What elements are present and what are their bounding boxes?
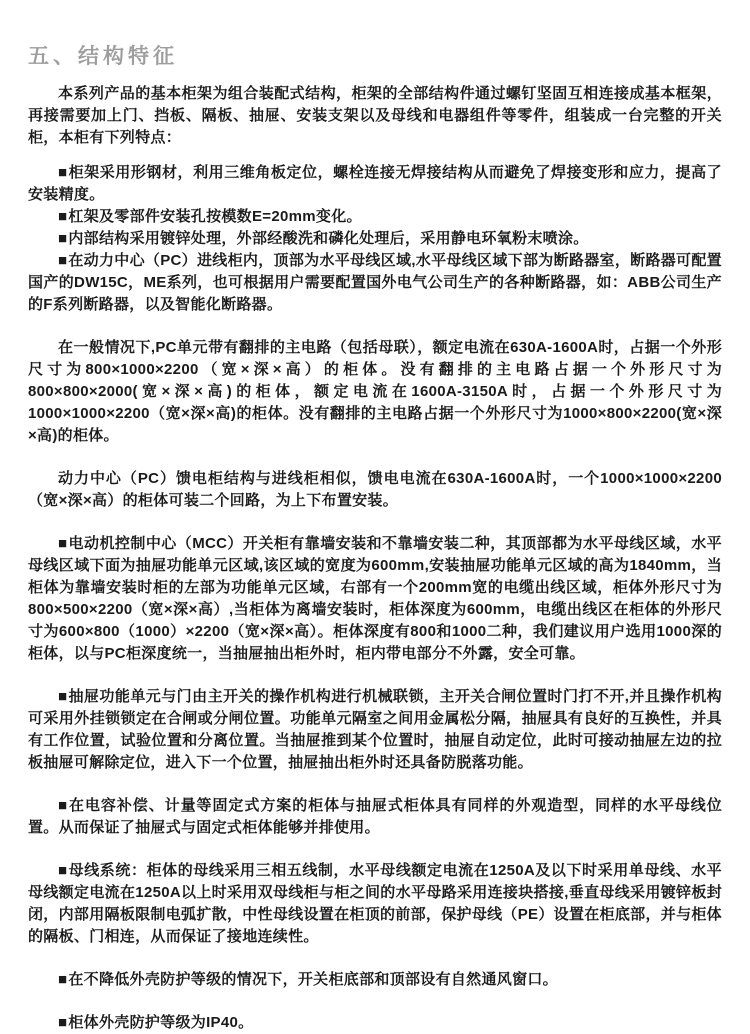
bullet-item-busbar-system <box>28 860 722 948</box>
bullet-item-ventilation <box>28 969 722 991</box>
square-bullet-icon: ■ <box>58 208 68 225</box>
bullet-item-frame-steel <box>28 162 722 206</box>
bullet-item-fixed-type-cabinet <box>28 795 722 839</box>
paragraph-pc-feeder-cabinet <box>28 468 722 512</box>
bullet-item-mounting-holes <box>28 206 722 228</box>
bullet-item-pc-incoming-cabinet <box>28 250 722 316</box>
intro-paragraph <box>28 83 722 149</box>
square-bullet-icon: ■ <box>58 164 68 181</box>
section-title: 五、结构特征 <box>28 45 178 68</box>
paragraph-text: 动力中心（PC）馈电柜结构与进线柜相似，馈电电流在630A-1600A时，一个1000×1000×2200（宽×深×高）的柜体可装二个回路，为上下布置安装。 <box>28 470 722 509</box>
bullet-text: 内部结构采用镀锌处理，外部经酸洗和磷化处理后，采用静电环氧粉末喷涂。 <box>68 230 589 247</box>
bullet-text: 柜体外壳防护等级为IP40。 <box>68 1014 254 1031</box>
bullet-text: 抽屉功能单元与门由主开关的操作机构进行机械联锁，主开关合闸位置时门打不开,并且操作机构可采用外挂锁锁定在合闸或分闸位置。功能单元隔室之间用金属松分隔，抽屉具有良好的互换性，并具有工作位置，试验位置和分离位置。当抽屉推到某个位置时，抽屉自动定位，此时可接动抽屉左边的拉板抽屉可解除定位，进入下一个位置，抽屉抽出柜外时还具备防脱落功能。 <box>28 688 722 771</box>
bullet-text: 柜架采用形钢材，利用三维角板定位，螺栓连接无焊接结构从而避免了焊接变形和应力，提高了安装精度。 <box>28 164 722 203</box>
bullet-text: 电动机控制中心（MCC）开关柜有靠墙安装和不靠墙安装二种，其顶部都为水平母线区域，水平母线区域下面为抽屉功能单元区域,该区域的宽度为600mm,安装抽屉功能单元区域的高为1840mm，当柜体为靠墙安装时柜的左部为功能单元区域，右部有一个200mm宽的电缆出线区域，柜体外形尺寸为800×500×2200（宽×深×高）,当柜体为离墙安装时，柜体深度为600mm，电缆出线区在柜体的外形尺寸为600×800（1000）×2200（宽×深×高）。柜体深度有800和1000二种，我们建议用户选用1000深的柜体，以与PC柜深度统一，当抽屉抽出柜外时，柜内带电部分不外露，安全可靠。 <box>28 535 722 662</box>
square-bullet-icon: ■ <box>58 535 68 552</box>
square-bullet-icon: ■ <box>58 862 68 879</box>
bullet-text: 杠架及零部件安装孔按模数E=20mm变化。 <box>68 208 362 225</box>
square-bullet-icon: ■ <box>58 252 68 269</box>
paragraph-pc-unit-dimensions <box>28 337 722 447</box>
bullet-text: 在电容补偿、计量等固定式方案的柜体与抽屉式柜体具有同样的外观造型，同样的水平母线位置。从而保证了抽屉式与固定式柜体能够并排使用。 <box>28 797 722 836</box>
square-bullet-icon: ■ <box>58 688 68 705</box>
square-bullet-icon: ■ <box>58 971 68 988</box>
bullet-item-protection-rating <box>28 1012 722 1034</box>
bullet-text: 母线系统：柜体的母线采用三相五线制，水平母线额定电流在1250A及以下时采用单母线、水平母线额定电流在1250A以上时采用双母线柜与柜之间的水平母路采用连接块搭接,垂直母线采用镀锌板封闭，内部用隔板限制电弧扩散，中性母线设置在柜顶的前部，保护母线（PE）设置在柜底部，并与柜体的隔板、门相连，从而保证了接地连续性。 <box>28 862 722 945</box>
bullet-text: 在不降低外壳防护等级的情况下，开关柜底部和顶部设有自然通风窗口。 <box>68 971 558 988</box>
square-bullet-icon: ■ <box>58 1014 68 1031</box>
bullet-item-surface-treatment <box>28 228 722 250</box>
bullet-item-mcc-switchgear <box>28 533 722 665</box>
bullet-item-drawer-interlock <box>28 686 722 774</box>
square-bullet-icon: ■ <box>58 230 68 247</box>
paragraph-text: 本系列产品的基本柜架为组合装配式结构，柜架的全部结构件通过螺钉坚固互相连接成基本框架，再接需要加上门、挡板、隔板、抽屉、安装支架以及母线和电器组件等零件，组装成一台完整的开关柜，本柜有下列特点： <box>28 85 722 146</box>
paragraph-text: 在一般情况下,PC单元带有翻排的主电路（包括母联），额定电流在630A-1600A时，占据一个外形尺寸为800×1000×2200（宽×深×高）的柜体。没有翻排的主电路占据一个外形尺寸为800×800×2000(宽×深×高)的柜体，额定电流在1600A-3150A时，占据一个外形尺寸为1000×1000×2200（宽×深×高)的柜体。没有翻排的主电路占据一个外形尺寸为1000×800×2200(宽×深×高)的柜体。 <box>28 339 722 444</box>
bullet-text: 在动力中心（PC）进线柜内，顶部为水平母线区域,水平母线区域下部为断路器室，断路器可配置国产的DW15C，ME系列，也可根据用户需要配置国外电气公司生产的各种断路器，如：ABB公司生产的F系列断路器，以及智能化断路器。 <box>28 252 722 313</box>
square-bullet-icon: ■ <box>58 797 69 814</box>
